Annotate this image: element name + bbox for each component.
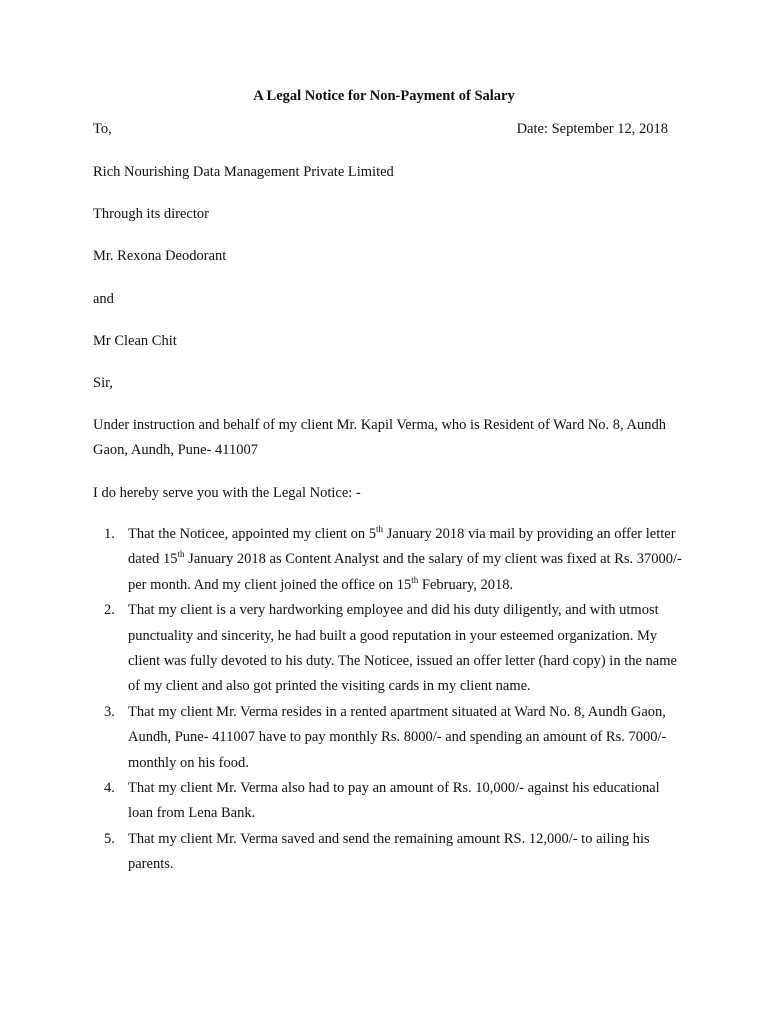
notice-points-list (93, 522, 683, 878)
list-item-text: That my client Mr. Verma saved and send the remaining amount RS. 12,000/- to ailing his parents. (128, 830, 650, 873)
list-item (93, 776, 683, 827)
list-item-number: 2. (104, 602, 115, 619)
salutation: Sir, (93, 375, 113, 391)
list-item-number: 5. (104, 830, 115, 847)
list-item (93, 700, 683, 776)
list-item-text: That the Noticee, appointed my client on 5th January 2018 via mail by providing an offer letter dated 15th January 2018 as Content Analyst and the salary of my client was fixed at Rs. 37000/- per month. And my client joined the office on 15th February, 2018. (128, 524, 682, 593)
list-item-text: That my client Mr. Verma resides in a rented apartment situated at Ward No. 8, Aundh Gaon, Aundh, Pune- 411007 have to pay monthly Rs. 8000/- and spending an amount of Rs. 7000/- monthly on his food. (128, 703, 667, 771)
list-item-number: 3. (104, 703, 115, 720)
list-item (93, 522, 683, 598)
list-item-text: That my client is a very hardworking employee and did his duty diligently, and with utmost punctuality and sincerity, he had built a good reputation in your esteemed organization. My client was fully devoted to his duty. The Noticee, issued an offer letter (hard copy) in the name of my client and also got printed the visiting cards in my client name. (128, 602, 677, 695)
through-line: Through its director (93, 206, 209, 222)
list-item-number: 4. (104, 780, 115, 797)
notice-date: Date: September 12, 2018 (516, 121, 668, 137)
director-2: Mr Clean Chit (93, 333, 177, 349)
director-1: Mr. Rexona Deodorant (93, 248, 227, 264)
list-item (93, 827, 683, 878)
to-label: To, (93, 121, 112, 137)
addressee-company: Rich Nourishing Data Management Private Limited (93, 164, 394, 180)
serve-line: I do hereby serve you with the Legal Notice: - (93, 485, 361, 501)
list-item-number: 1. (104, 526, 115, 542)
list-item-text: That my client Mr. Verma also had to pay an amount of Rs. 10,000/- against his educational loan from Lena Bank. (128, 780, 660, 822)
list-item (93, 598, 683, 700)
document-title: A Legal Notice for Non-Payment of Salary (253, 88, 515, 104)
and-line: and (93, 291, 114, 307)
intro-paragraph: Under instruction and behalf of my client Mr. Kapil Verma, who is Resident of Ward No. 8, Aundh Gaon, Aundh, Pune- 411007 (93, 417, 666, 458)
